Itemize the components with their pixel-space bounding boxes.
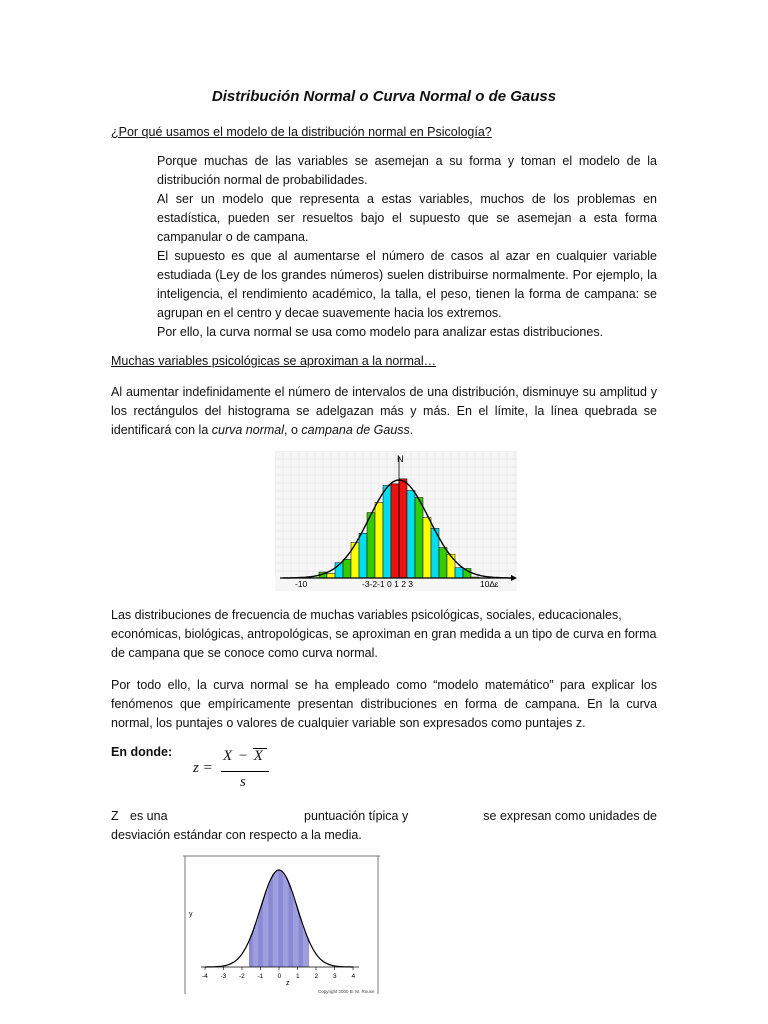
- histogram-bar: [439, 548, 447, 578]
- histogram-bar: [415, 498, 423, 578]
- y-axis-label: y: [189, 911, 193, 918]
- histogram-paragraph: [111, 383, 657, 440]
- histogram-bar: [383, 486, 391, 578]
- tick-label: 4: [351, 973, 356, 980]
- x-label-left: -10: [295, 579, 308, 589]
- frequency-paragraph: Las distribuciones de frecuencia de muchas variables psicológicas, sociales, educacionales, económicas, biológicas, antropológicas, se aproximan en gran medida a un tipo de curva en forma de campana que se conoce como curva normal.: [111, 608, 657, 660]
- histogram-bar: [343, 559, 351, 578]
- question-heading: ¿Por qué usamos el modelo de la distribución normal en Psicología?: [111, 125, 492, 139]
- formula-denominator: s: [240, 774, 246, 790]
- hist-text-before: Al aumentar indefinidamente el número de intervalos de una distribución, disminuye su amplitud y los rectángulos del histograma se adelgazan más y más. En el límite, la línea quebrada se identificará con la: [111, 385, 657, 437]
- copyright-note: Copyright 2000 B. M. Rouse: [318, 989, 375, 994]
- model-paragraph: Por todo ello, la curva normal se ha empleado como “modelo matemático” para explicar los fenómenos que empíricamente presentan distribuciones en forma de campana. En la curva normal, los puntajes o valores de cualquier variable son expresados como puntajes z.: [111, 678, 657, 730]
- z-formula: [193, 748, 283, 796]
- histogram-bar: [359, 533, 367, 578]
- histogram-bar: [367, 513, 375, 578]
- answer-line-4: Por ello, la curva normal se usa como modelo para analizar estas distribuciones.: [157, 325, 604, 339]
- x-label-right: 10∆ε: [480, 579, 499, 589]
- answer-line-2: Al ser un modelo que representa a estas variables, muchos de los problemas en estadística, pueden ser resueltos bajo el supuesto que se asemejan a esta forma campanular o de campana.: [157, 192, 657, 244]
- hist-text-after: .: [409, 423, 414, 437]
- answer-block: [157, 152, 657, 342]
- histogram-bar: [423, 518, 431, 578]
- tick-label: 3: [333, 973, 337, 980]
- fraction-bar: [221, 771, 269, 772]
- tick-label: -4: [202, 973, 208, 980]
- histogram-bar: [327, 573, 335, 578]
- answer-line-1: Porque muchas de las variables se asemejan a su forma y toman el modelo de la distribución normal de probabilidades.: [157, 154, 657, 187]
- en-donde-label: En donde:: [111, 745, 173, 759]
- histogram-bar: [407, 491, 415, 578]
- tick-label: 0: [277, 973, 282, 980]
- peak-label: N: [397, 454, 404, 464]
- x-label-center: -3-2-1 0 1 2 3: [362, 579, 414, 589]
- histogram-bar: [375, 503, 383, 578]
- z-line-2: desviación estándar con respecto a la media.: [111, 828, 362, 842]
- histogram-bar: [447, 554, 455, 578]
- z-axis-label: z: [286, 980, 290, 987]
- hist-italic-1: curva normal: [211, 423, 285, 437]
- z-axis-ticks: [202, 967, 356, 980]
- z-word-3: puntuación típica y: [304, 809, 409, 823]
- histogram-bar: [399, 479, 407, 578]
- mean-bar: [253, 748, 267, 749]
- z-word-2: es una: [130, 809, 168, 823]
- hist-text-middle: , o: [284, 423, 302, 437]
- z-word-4: se expresan como unidades de: [483, 809, 657, 823]
- tick-label: -2: [239, 973, 245, 980]
- tick-label: 1: [296, 973, 300, 980]
- tick-label: -3: [220, 973, 227, 980]
- tick-label: -1: [257, 973, 264, 980]
- curve-fill-lines: [249, 870, 308, 967]
- answer-line-3: El supuesto es que al aumentarse el número de casos al azar en cualquier variable estudiada (Ley de los grandes números) suelen distribuirse normalmente. Por ejemplo, la inteligencia, el rendimiento académico, la talla, el peso, tienen la forma de campana: se agrupan en el centro y decae suavemente hacia los extremos.: [157, 249, 657, 320]
- standard-normal-figure: [183, 854, 380, 996]
- formula-lhs: z =: [193, 760, 213, 776]
- histogram-figure: [275, 451, 517, 591]
- z-word-1: Z: [111, 809, 119, 823]
- hist-italic-2: campana de Gauss: [301, 423, 410, 437]
- section-heading-2: Muchas variables psicológicas se aproximan a la normal…: [111, 354, 437, 368]
- histogram-bar: [455, 568, 463, 578]
- standard-normal-curve: [205, 870, 353, 967]
- formula-numerator: X − X: [223, 748, 264, 764]
- histogram-bar: [391, 484, 399, 578]
- document-title: Distribución Normal o Curva Normal o de Gauss: [211, 88, 557, 105]
- tick-label: 2: [314, 973, 319, 980]
